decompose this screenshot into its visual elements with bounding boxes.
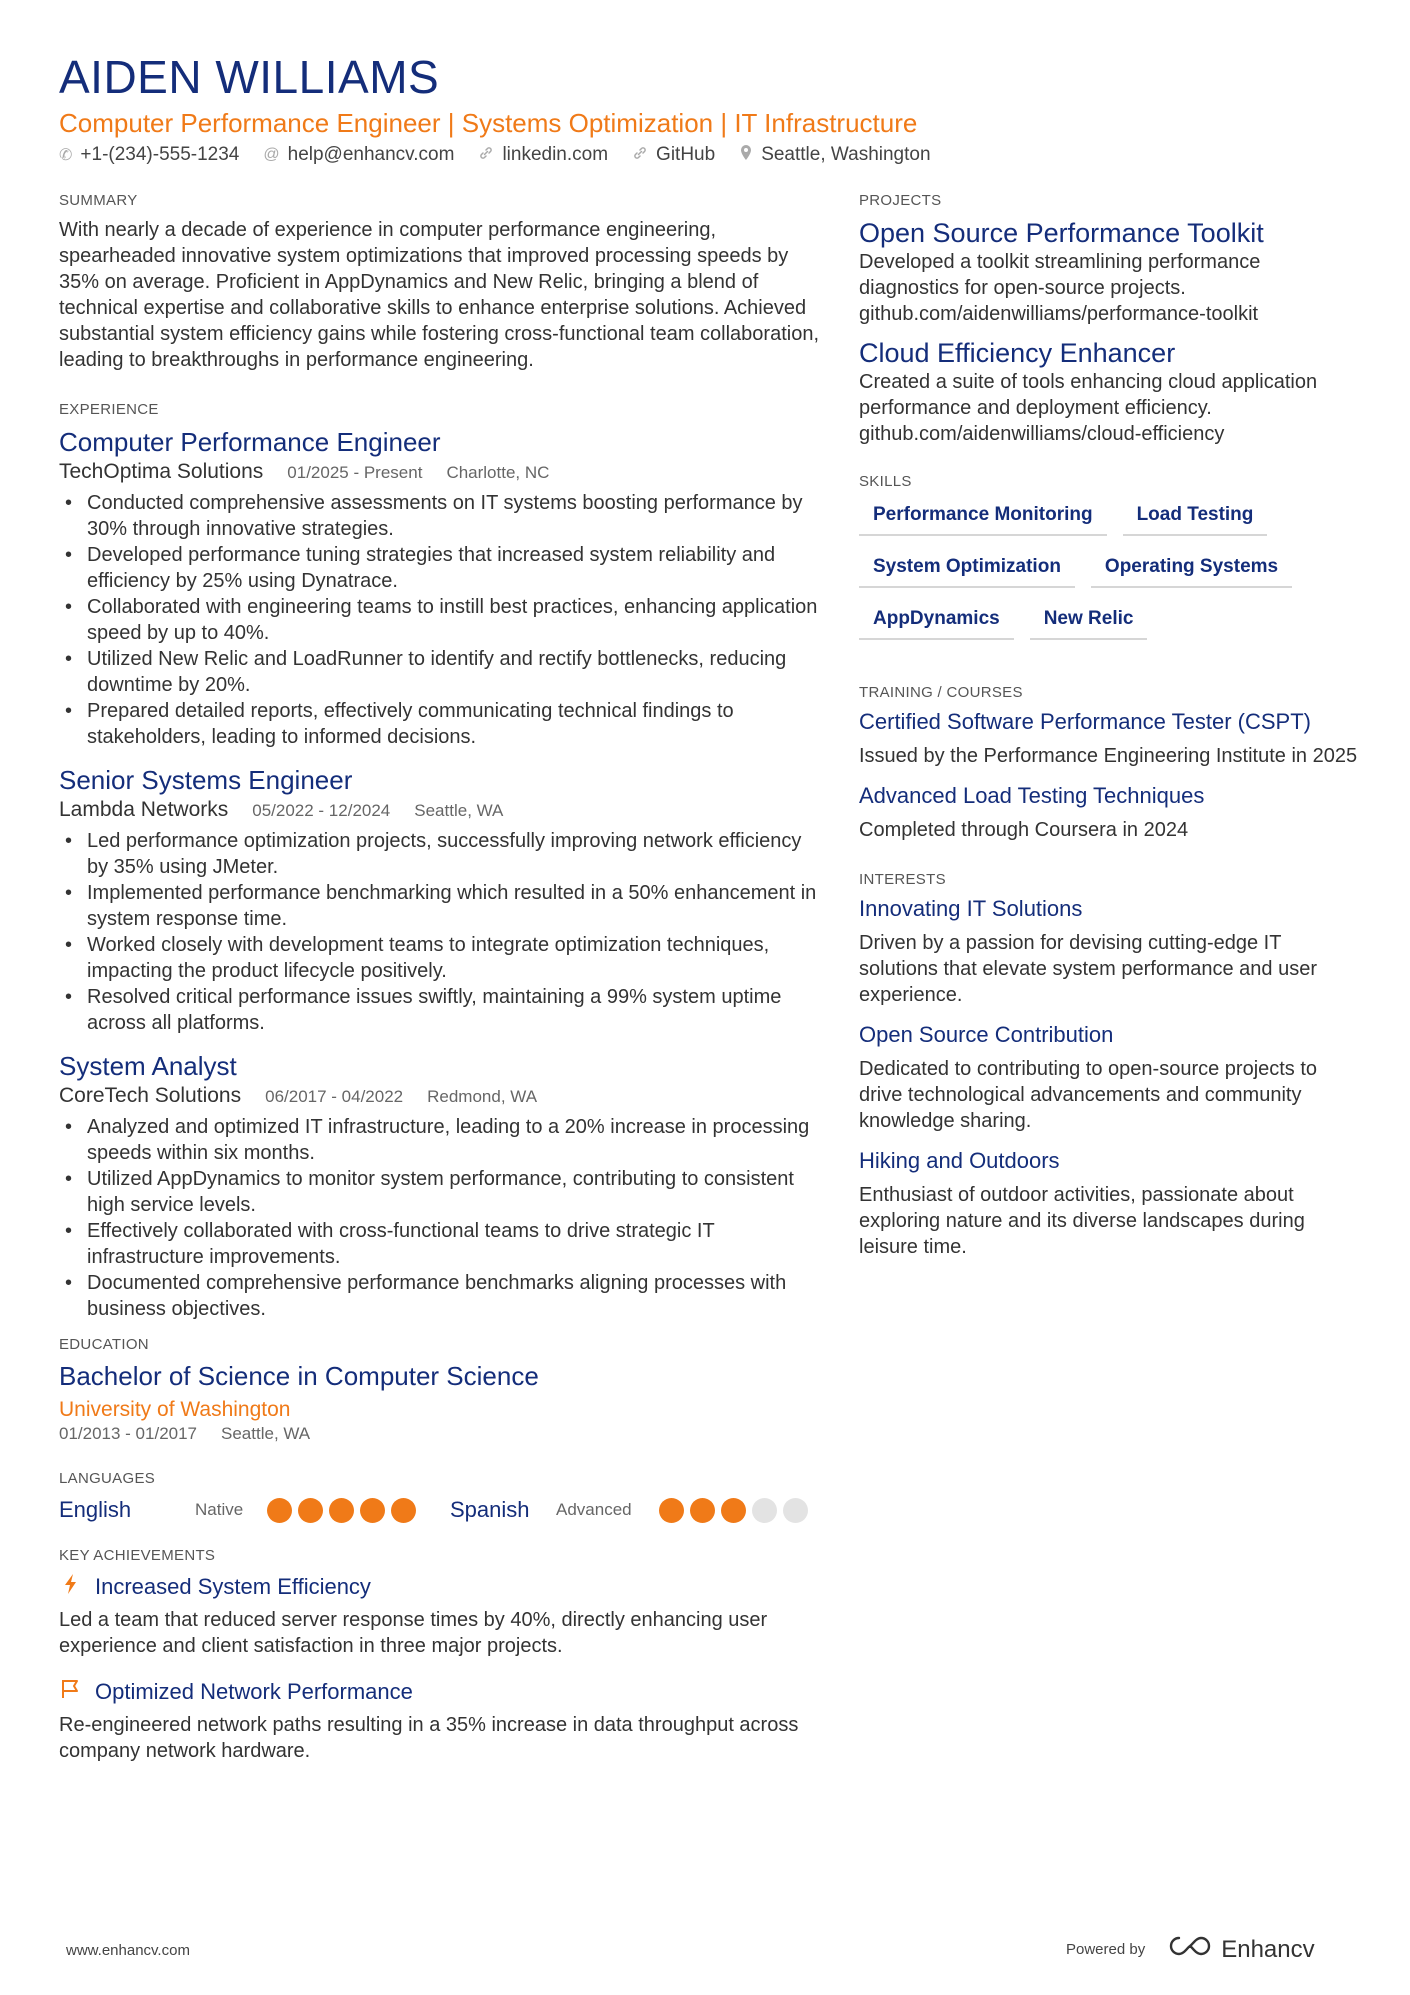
job-bullet: • Implemented performance benchmarking which resulted in a 50% enhancement in system response time. [59, 880, 819, 932]
job-title: Computer Performance Engineer [59, 427, 441, 457]
contact-linkedin[interactable] [478, 144, 608, 166]
language-name: Spanish [450, 1497, 530, 1522]
job-bullets [59, 1114, 819, 1322]
job-bullet: • Resolved critical performance issues swiftly, maintaining a 99% system uptime across all platforms. [59, 984, 819, 1036]
rating-dot-filled [329, 1498, 354, 1523]
job-company: Lambda Networks [59, 798, 229, 821]
training-entry [859, 783, 1359, 843]
rating-dot-empty [783, 1498, 808, 1523]
rating-dot-filled [360, 1498, 385, 1523]
job-bullet: • Collaborated with engineering teams to instill best practices, enhancing application speed by up to 40%. [59, 594, 819, 646]
footer-branding [1066, 1934, 1315, 1965]
powered-by-label: Powered by [1066, 1941, 1146, 1958]
job-bullet: • Developed performance tuning strategies that increased system reliability and efficiency by 25% using Dynatrace. [59, 542, 819, 594]
candidate-title: Computer Performance Engineer | Systems Optimization | IT Infrastructure [59, 108, 918, 138]
interest-text: Dedicated to contributing to open-source projects to drive technological advancements and community knowledge sharing. [859, 1058, 1318, 1132]
achievement-title: Increased System Efficiency [95, 1573, 371, 1599]
job-bullet: • Utilized New Relic and LoadRunner to identify and rectify bottlenecks, reducing downtime by 20%. [59, 646, 819, 698]
achievement-text: Re-engineered network paths resulting in a 35% increase in data throughput across company network hardware. [59, 1714, 799, 1762]
education-heading: EDUCATION [59, 1336, 149, 1353]
job-title: System Analyst [59, 1051, 237, 1081]
skill-tag: System Optimization [859, 550, 1075, 588]
job-entry [59, 426, 819, 750]
left-column [59, 192, 819, 1764]
rating-dot-empty [752, 1498, 777, 1523]
training-section [859, 684, 1359, 843]
summary-section [59, 192, 819, 373]
at-icon: @ [263, 146, 280, 163]
job-bullet: • Conducted comprehensive assessments on IT systems boosting performance by 30% through innovative strategies. [59, 490, 819, 542]
linkedin-text: linkedin.com [502, 144, 609, 165]
location-pin-icon [739, 144, 753, 166]
rating-dot-filled [298, 1498, 323, 1523]
training-text: Completed through Coursera in 2024 [859, 819, 1189, 841]
training-entry [859, 709, 1359, 769]
projects-section [859, 192, 1359, 447]
job-location: Redmond, WA [427, 1087, 538, 1106]
job-bullet: • Worked closely with development teams to integrate optimization techniques, impacting the product lifecycle positively. [59, 932, 819, 984]
skill-tag: New Relic [1030, 602, 1148, 640]
achievement-head [59, 1677, 819, 1706]
project-title: Open Source Performance Toolkit [859, 218, 1264, 248]
interest-entry [859, 1148, 1359, 1260]
interest-title: Hiking and Outdoors [859, 1148, 1060, 1173]
skill-tag: AppDynamics [859, 602, 1014, 640]
interest-entry [859, 1022, 1359, 1134]
achievement-title: Optimized Network Performance [95, 1678, 413, 1704]
job-bullet: • Led performance optimization projects, successfully improving network efficiency by 35% using JMeter. [59, 828, 819, 880]
languages-row [59, 1495, 819, 1525]
training-title: Advanced Load Testing Techniques [859, 783, 1205, 808]
interests-heading: INTERESTS [859, 871, 946, 888]
contact-github[interactable] [632, 144, 715, 166]
project-entry [859, 217, 1359, 327]
job-meta [59, 1084, 819, 1108]
brand-logo[interactable] [1167, 1934, 1314, 1965]
right-column [859, 192, 1359, 1260]
language-level: Advanced [556, 1500, 632, 1519]
languages-section [59, 1470, 819, 1525]
summary-text: With nearly a decade of experience in computer performance engineering, spearheaded innovative system optimizations that improved processing speeds by 35% on average. Proficient in AppDynamics and New Relic, bringing a blend of technical expertise and collaborative skills to enhance enterprise solutions. Achieved substantial system efficiency gains while fostering cross-functional team collaboration, leading to breakthroughs in performance engineering. [59, 219, 819, 371]
job-title: Senior Systems Engineer [59, 765, 353, 795]
rating-dot-filled [721, 1498, 746, 1523]
contact-bar [59, 144, 931, 166]
edu-degree: Bachelor of Science in Computer Science [59, 1361, 539, 1391]
contact-location [739, 144, 930, 166]
rating-dot-filled [391, 1498, 416, 1523]
rating-dot-filled [659, 1498, 684, 1523]
location-text: Seattle, Washington [761, 144, 931, 165]
job-location: Charlotte, NC [446, 463, 550, 482]
experience-section [59, 401, 819, 1322]
interest-title: Open Source Contribution [859, 1022, 1114, 1047]
language-name: English [59, 1497, 132, 1522]
email-text: help@enhancv.com [287, 144, 455, 165]
achievements-section [59, 1547, 819, 1764]
projects-heading: PROJECTS [859, 192, 942, 209]
achievement-head [59, 1572, 819, 1601]
skills-section [859, 473, 1359, 640]
training-heading: TRAINING / COURSES [859, 684, 1023, 701]
phone-icon: ✆ [59, 147, 73, 164]
interest-text: Driven by a passion for devising cutting-edge IT solutions that elevate system performance and user experience. [859, 932, 1318, 1006]
link-icon [478, 145, 494, 166]
job-bullets [59, 828, 819, 1036]
brand-name: Enhancv [1221, 1935, 1315, 1963]
infinity-logo-icon [1167, 1934, 1213, 1965]
education-section [59, 1336, 819, 1444]
phone-text: +1-(234)-555-1234 [80, 144, 240, 165]
job-dates: 01/2025 - Present [287, 463, 423, 482]
edu-school: University of Washington [59, 1398, 291, 1421]
job-meta [59, 798, 819, 822]
edu-meta [59, 1424, 819, 1444]
job-bullet: • Analyzed and optimized IT infrastructure, leading to a 20% increase in processing speeds within six months. [59, 1114, 819, 1166]
project-text: Created a suite of tools enhancing cloud application performance and deployment efficiency. github.com/aidenwilliams/cloud-efficiency [859, 371, 1318, 445]
job-entry [59, 764, 819, 1036]
rating-dot-filled [690, 1498, 715, 1523]
achievement-text: Led a team that reduced server response times by 40%, directly enhancing user experience and client satisfaction in three major projects. [59, 1609, 768, 1657]
job-company: TechOptima Solutions [59, 460, 264, 483]
achievement-entry [59, 1572, 819, 1659]
languages-heading: LANGUAGES [59, 1470, 156, 1487]
skill-tag: Load Testing [1123, 498, 1268, 536]
job-bullet: • Documented comprehensive performance benchmarks aligning processes with business objectives. [59, 1270, 819, 1322]
github-text: GitHub [656, 144, 716, 165]
project-text: Developed a toolkit streamlining performance diagnostics for open-source projects. github.com/aidenwilliams/performance-toolkit [859, 251, 1261, 325]
training-title: Certified Software Performance Tester (CSPT) [859, 709, 1311, 734]
footer-website[interactable]: www.enhancv.com [66, 1942, 190, 1959]
project-title: Cloud Efficiency Enhancer [859, 338, 1176, 368]
job-company: CoreTech Solutions [59, 1084, 242, 1107]
interest-title: Innovating IT Solutions [859, 896, 1083, 921]
edu-location: Seattle, WA [221, 1424, 311, 1443]
skill-tag: Operating Systems [1091, 550, 1292, 588]
skills-heading: SKILLS [859, 473, 912, 490]
candidate-name: AIDEN WILLIAMS [59, 51, 440, 103]
job-bullet: • Prepared detailed reports, effectively communicating technical findings to stakeholders, leading to informed decisions. [59, 698, 819, 750]
job-bullet: • Effectively collaborated with cross-functional teams to drive strategic IT infrastructure improvements. [59, 1218, 819, 1270]
job-dates: 06/2017 - 04/2022 [265, 1087, 404, 1106]
experience-heading: EXPERIENCE [59, 401, 159, 418]
link-icon [632, 145, 648, 166]
training-text: Issued by the Performance Engineering Institute in 2025 [859, 745, 1358, 767]
job-dates: 05/2022 - 12/2024 [252, 801, 391, 820]
job-location: Seattle, WA [414, 801, 504, 820]
interests-section [859, 871, 1359, 1260]
interest-entry [859, 896, 1359, 1008]
rating-dot-filled [267, 1498, 292, 1523]
job-bullets [59, 490, 819, 750]
lightning-icon [59, 1572, 83, 1601]
achievements-heading: KEY ACHIEVEMENTS [59, 1547, 216, 1564]
summary-heading: SUMMARY [59, 192, 138, 209]
project-entry [859, 337, 1359, 447]
job-meta [59, 460, 819, 484]
contact-email[interactable] [263, 144, 454, 166]
contact-phone[interactable] [59, 144, 239, 166]
skill-tag: Performance Monitoring [859, 498, 1107, 536]
interest-text: Enthusiast of outdoor activities, passionate about exploring nature and its diverse landscapes during leisure time. [859, 1184, 1305, 1258]
flag-icon [59, 1677, 83, 1706]
achievement-entry [59, 1677, 819, 1764]
job-entry [59, 1050, 819, 1322]
language-level: Native [195, 1500, 244, 1519]
job-bullet: • Utilized AppDynamics to monitor system performance, contributing to consistent high service levels. [59, 1166, 819, 1218]
language-rating [659, 1498, 808, 1523]
skills-list [859, 498, 1359, 640]
edu-dates: 01/2013 - 01/2017 [59, 1424, 198, 1443]
language-rating [267, 1498, 416, 1523]
